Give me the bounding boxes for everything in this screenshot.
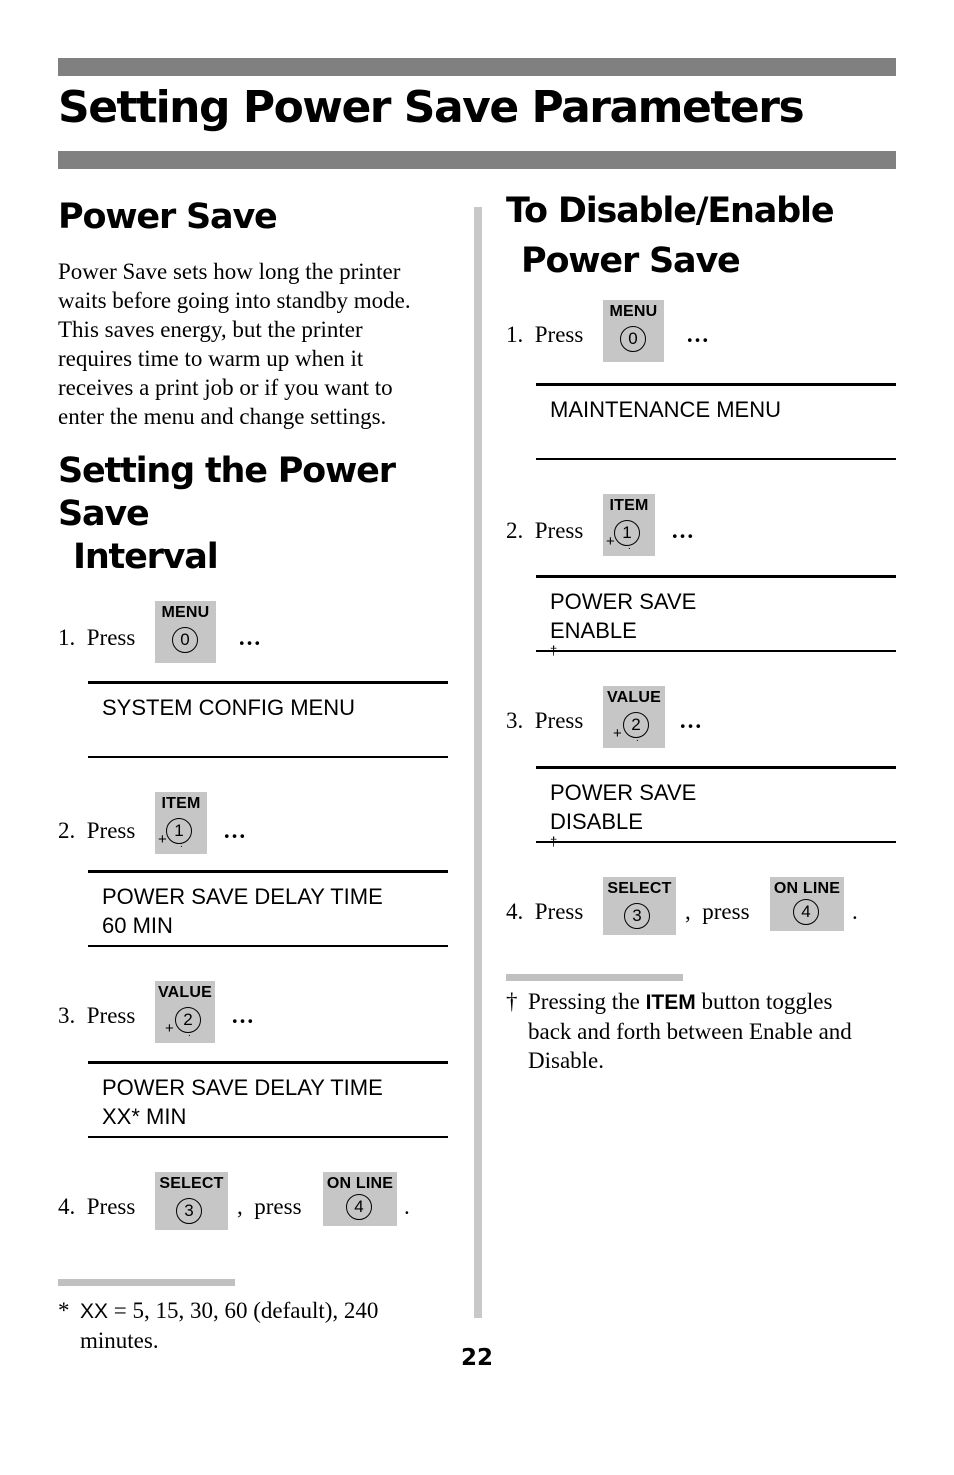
key-name: ITEM	[609, 497, 649, 514]
right-column	[506, 190, 901, 1075]
key-name: VALUE	[606, 689, 662, 706]
key-dot: .	[628, 541, 631, 552]
footnote-line: back and forth between Enable and	[528, 1019, 852, 1044]
plus-sign: +	[613, 725, 622, 742]
display-line: DISABLE †	[550, 809, 643, 849]
ellipsis: …	[238, 625, 262, 650]
plus-sign: +	[165, 1020, 174, 1037]
key-dot: .	[188, 1028, 191, 1039]
toggle-heading-line1: To Disable/Enable	[506, 191, 834, 231]
key-digit-circle: 2	[623, 712, 649, 738]
key-name: VALUE	[157, 984, 213, 1001]
step-connector: , press	[685, 899, 750, 924]
footnote-line: Disable.	[528, 1048, 605, 1073]
interval-step-1	[58, 601, 458, 669]
toggle-heading	[506, 190, 901, 283]
toggle-step-1	[506, 300, 901, 368]
menu-key-button[interactable]	[603, 300, 664, 362]
period: .	[404, 1194, 410, 1219]
step-connector: , press	[237, 1194, 302, 1219]
ellipsis: …	[671, 518, 695, 543]
item-key-button[interactable]	[155, 792, 207, 854]
lcd-display-readout	[88, 870, 448, 947]
step-label: 2. Press	[58, 818, 136, 843]
step-label: 3. Press	[58, 1003, 136, 1028]
step-label: 1. Press	[506, 322, 584, 347]
interval-step-3	[58, 981, 458, 1049]
item-key-button[interactable]	[603, 494, 655, 556]
key-dot: .	[636, 733, 639, 744]
key-digit-circle: 1	[614, 520, 640, 546]
lcd-display-readout	[536, 766, 896, 849]
online-key-button[interactable]	[770, 877, 844, 931]
key-digit-circle: 4	[793, 899, 819, 925]
step-label: 2. Press	[506, 518, 584, 543]
key-digit-circle: 2	[175, 1007, 201, 1033]
footnote-separator	[58, 1279, 235, 1286]
value-key-button[interactable]	[603, 686, 665, 748]
lcd-display-readout	[536, 383, 896, 460]
key-digit-circle: 0	[620, 326, 646, 352]
key-name: SELECT	[607, 880, 672, 897]
key-digit-circle: 3	[624, 903, 650, 929]
footnote-separator	[506, 974, 683, 981]
key-digit-circle: 4	[346, 1194, 372, 1220]
dagger-mark: †	[550, 834, 558, 849]
key-digit-circle: 1	[166, 818, 192, 844]
description-line: enter the menu and change settings.	[58, 404, 387, 429]
plus-sign: +	[158, 831, 167, 848]
left-column	[58, 190, 458, 1355]
display-line: POWER SAVE DELAY TIME	[102, 1075, 383, 1100]
toggle-footnote: † Pressing the ITEM button toggles back and forth between Enable and Disable.	[506, 987, 901, 1075]
interval-heading	[58, 450, 458, 579]
key-name: SELECT	[159, 1175, 224, 1192]
footnote-mark: †	[506, 989, 518, 1014]
toggle-step-2	[506, 494, 901, 562]
step-label: 4. Press	[58, 1194, 136, 1219]
step-label: 3. Press	[506, 708, 584, 733]
interval-step-2	[58, 792, 458, 860]
key-digit-circle: 0	[172, 627, 198, 653]
top-rule-bar	[58, 58, 896, 76]
item-button-name: ITEM	[645, 991, 696, 1014]
key-name: ON LINE	[326, 1175, 394, 1192]
description-line: Power Save sets how long the printer	[58, 259, 401, 284]
footnote-mark: *	[58, 1298, 70, 1323]
page-number: 22	[460, 1345, 493, 1371]
display-line: POWER SAVE DELAY TIME	[102, 884, 383, 909]
toggle-step-3	[506, 686, 901, 754]
interval-step-4	[58, 1172, 458, 1240]
page-title: Setting Power Save Parameters	[58, 82, 804, 133]
ellipsis: …	[231, 1003, 255, 1028]
display-line: 60 MIN	[102, 913, 173, 938]
title-underline-bar	[58, 151, 896, 169]
description-line: requires time to warm up when it	[58, 346, 364, 371]
menu-key-button[interactable]	[155, 601, 216, 663]
key-digit-circle: 3	[176, 1198, 202, 1224]
column-divider	[474, 207, 482, 1318]
display-line: MAINTENANCE MENU	[550, 397, 782, 422]
display-line: ENABLE †	[550, 618, 637, 658]
interval-heading-line1: Setting the Power Save	[58, 451, 395, 534]
toggle-step-4	[506, 877, 901, 945]
description-line: This saves energy, but the printer	[58, 317, 363, 342]
step-label: 4. Press	[506, 899, 584, 924]
display-line: POWER SAVE	[550, 780, 697, 805]
online-key-button[interactable]	[323, 1172, 397, 1226]
lcd-display-readout	[88, 1061, 448, 1138]
toggle-heading-line2: Power Save	[521, 241, 740, 281]
ellipsis: …	[679, 708, 703, 733]
lcd-display-readout	[88, 681, 448, 758]
display-line: POWER SAVE	[550, 589, 697, 614]
footnote-line: minutes.	[80, 1328, 159, 1353]
power-save-description	[58, 257, 458, 431]
key-name: ON LINE	[773, 880, 841, 897]
ellipsis: …	[686, 322, 710, 347]
interval-heading-line2: Interval	[73, 537, 218, 577]
lcd-display-readout	[536, 575, 896, 658]
key-dot: .	[180, 839, 183, 850]
display-line: XX* MIN	[102, 1104, 187, 1129]
footnote-xx: XX	[80, 1300, 109, 1323]
period: .	[852, 899, 858, 924]
dagger-mark: †	[550, 643, 558, 658]
key-name: MENU	[161, 604, 210, 621]
select-key-button[interactable]	[603, 877, 676, 935]
display-line: SYSTEM CONFIG MENU	[102, 695, 356, 720]
key-name: ITEM	[161, 795, 201, 812]
plus-sign: +	[606, 533, 615, 550]
key-name: MENU	[609, 303, 658, 320]
step-label: 1. Press	[58, 625, 136, 650]
select-key-button[interactable]	[155, 1172, 228, 1230]
footnote-line: = 5, 15, 30, 60 (default), 240	[108, 1298, 379, 1323]
ellipsis: …	[223, 818, 247, 843]
description-line: receives a print job or if you want to	[58, 375, 393, 400]
description-line: waits before going into standby mode.	[58, 288, 411, 313]
power-save-heading: Power Save	[58, 197, 277, 237]
value-key-button[interactable]	[155, 981, 215, 1043]
